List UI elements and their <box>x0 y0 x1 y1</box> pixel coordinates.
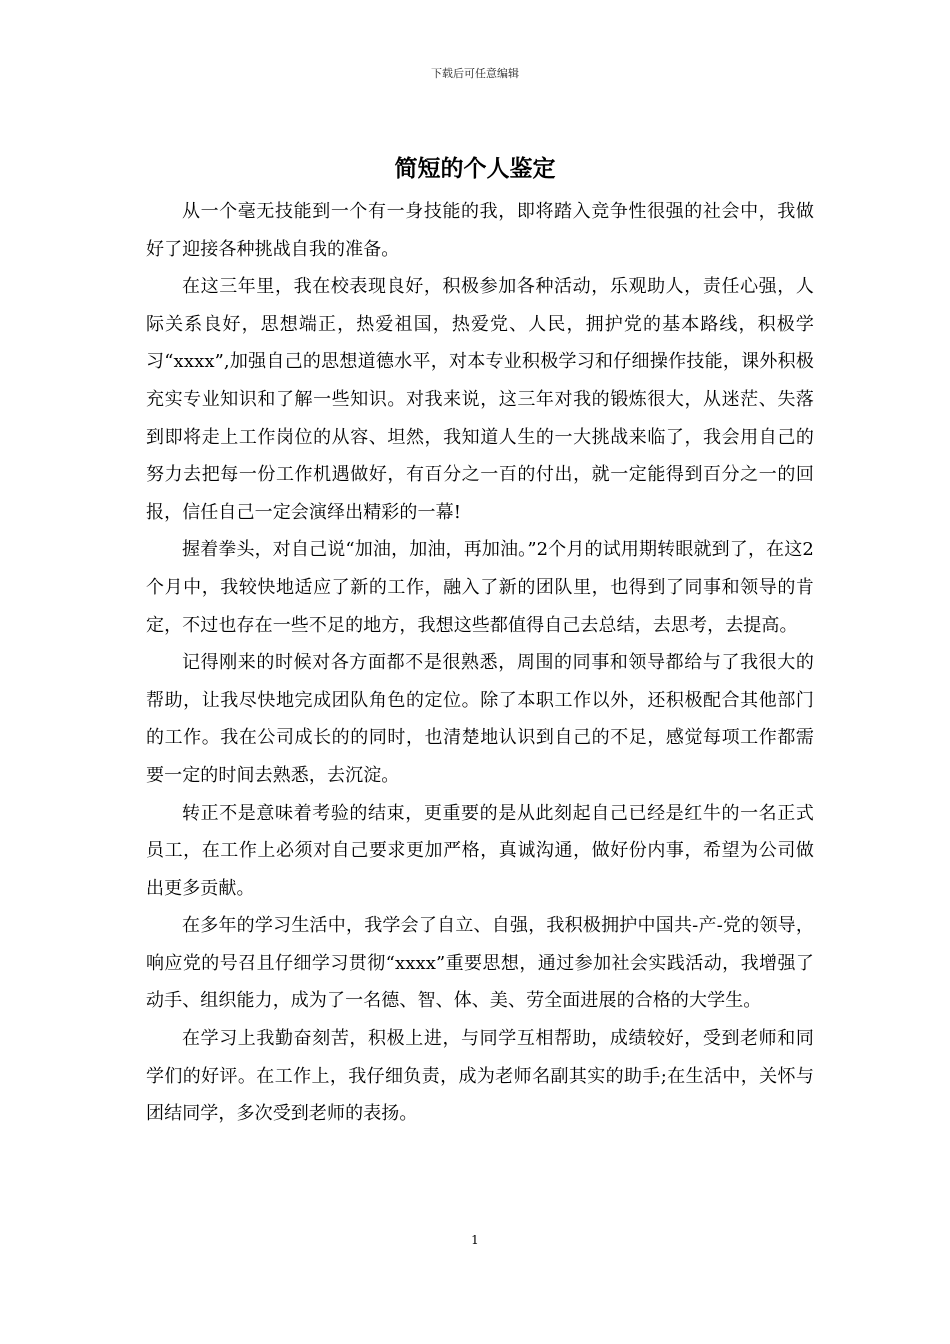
header-note: 下载后可任意编辑 <box>431 67 519 80</box>
document-body <box>146 193 814 1133</box>
paragraph: 从一个毫无技能到一个有一身技能的我，即将踏入竞争性很强的社会中，我做好了迎接各种挑战自我的准备。 <box>146 201 814 260</box>
paragraph: 记得刚来的时候对各方面都不是很熟悉，周围的同事和领导都给与了我很大的帮助，让我尽快地完成团队角色的定位。除了本职工作以外，还积极配合其他部门的工作。我在公司成长的的同时，也清楚地认识到自己的不足，感觉每项工作都需要一定的时间去熟悉，去沉淀。 <box>146 652 814 786</box>
paragraph: 在这三年里，我在校表现良好，积极参加各种活动，乐观助人，责任心强，人际关系良好，思想端正，热爱祖国，热爱党、人民，拥护党的基本路线，积极学习“xxxx”,加强自己的思想道德水平，对本专业积极学习和仔细操作技能，课外积极充实专业知识和了解一些知识。对我来说，这三年对我的锻炼很大，从迷茫、失落到即将走上工作岗位的从容、坦然，我知道人生的一大挑战来临了，我会用自己的努力去把每一份工作机遇做好，有百分之一百的付出，就一定能得到百分之一的回报，信任自己一定会演绎出精彩的一幕! <box>146 276 814 523</box>
page-number: 1 <box>471 1233 479 1247</box>
paragraph: 在多年的学习生活中，我学会了自立、自强，我积极拥护中国共-产-党的领导，响应党的号召且仔细学习贯彻“xxxx”重要思想，通过参加社会实践活动，我增强了动手、组织能力，成为了一名德、智、体、美、劳全面进展的合格的大学生。 <box>146 915 814 1012</box>
paragraph: 握着拳头，对自己说“加油，加油，再加油。”2个月的试用期转眼就到了，在这2个月中，我较快地适应了新的工作，融入了新的团队里，也得到了同事和领导的肯定，不过也存在一些不足的地方，我想这些都值得自己去总结，去思考，去提高。 <box>146 539 814 636</box>
document-title: 简短的个人鉴定 <box>394 156 556 182</box>
paragraph: 在学习上我勤奋刻苦，积极上进，与同学互相帮助，成绩较好，受到老师和同学们的好评。在工作上，我仔细负责，成为老师名副其实的助手;在生活中，关怀与团结同学，多次受到老师的表扬。 <box>146 1028 814 1125</box>
paragraph: 转正不是意味着考验的结束，更重要的是从此刻起自己已经是红牛的一名正式员工，在工作上必须对自己要求更加严格，真诚沟通，做好份内事，希望为公司做出更多贡献。 <box>146 802 814 899</box>
